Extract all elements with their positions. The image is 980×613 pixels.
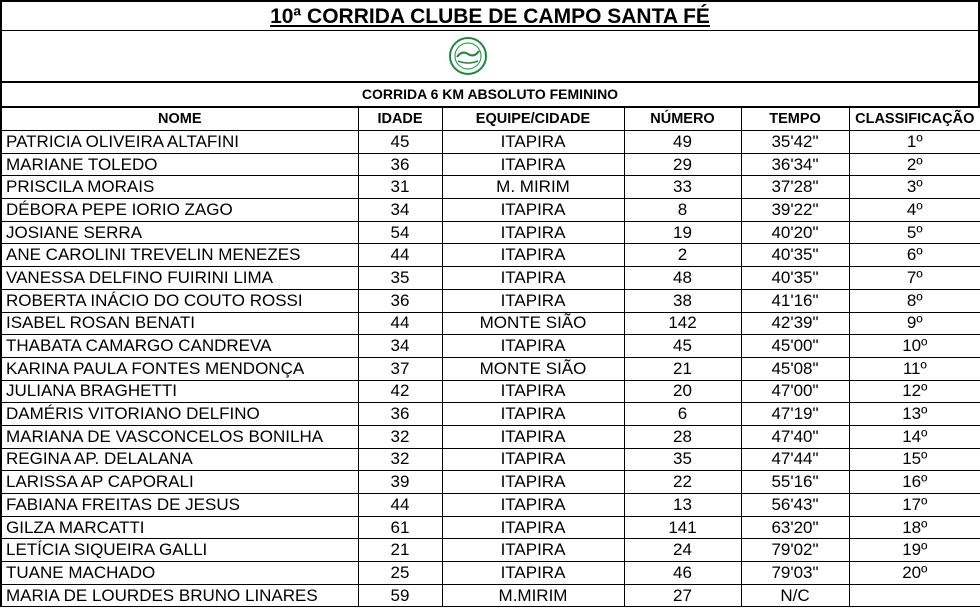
cell-number: 28 (624, 425, 741, 448)
cell-number: 8 (624, 199, 741, 222)
cell-number: 48 (624, 267, 741, 290)
table-row (1, 425, 980, 448)
header-row (1, 108, 980, 131)
cell-age: 36 (358, 153, 442, 176)
table-row (1, 312, 980, 335)
cell-age: 44 (358, 312, 442, 335)
cell-name: PRISCILA MORAIS (1, 176, 358, 199)
table-row (1, 357, 980, 380)
cell-number: 38 (624, 289, 741, 312)
cell-age: 44 (358, 494, 442, 517)
cell-number: 35 (624, 448, 741, 471)
cell-age: 45 (358, 131, 442, 154)
table-row (1, 380, 980, 403)
cell-name: DAMÉRIS VITORIANO DELFINO (1, 403, 358, 426)
cell-name: DÉBORA PEPE IORIO ZAGO (1, 199, 358, 222)
cell-time: 63'20" (741, 516, 849, 539)
cell-time: 40'20" (741, 221, 849, 244)
cell-name: MARIA DE LOURDES BRUNO LINARES (1, 584, 358, 607)
cell-time: 35'42" (741, 131, 849, 154)
santa-fe-club-logo-icon (448, 36, 488, 76)
table-row (1, 584, 980, 607)
cell-team-city: ITAPIRA (442, 244, 624, 267)
cell-name: LETÍCIA SIQUEIRA GALLI (1, 539, 358, 562)
cell-team-city: ITAPIRA (442, 199, 624, 222)
table-row (1, 403, 980, 426)
cell-name: KARINA PAULA FONTES MENDONÇA (1, 357, 358, 380)
cell-age: 31 (358, 176, 442, 199)
subtitle: CORRIDA 6 KM ABSOLUTO FEMININO (0, 83, 980, 107)
cell-team-city: ITAPIRA (442, 516, 624, 539)
cell-name: VANESSA DELFINO FUIRINI LIMA (1, 267, 358, 290)
cell-age: 54 (358, 221, 442, 244)
table-row (1, 448, 980, 471)
cell-age: 39 (358, 471, 442, 494)
cell-number: 46 (624, 562, 741, 585)
cell-ranking: 4º (849, 199, 980, 222)
cell-team-city: ITAPIRA (442, 494, 624, 517)
table-row (1, 471, 980, 494)
column-header-team-city: EQUIPE/CIDADE (442, 108, 624, 131)
column-header-age: IDADE (358, 108, 442, 131)
cell-number: 33 (624, 176, 741, 199)
cell-age: 61 (358, 516, 442, 539)
cell-number: 27 (624, 584, 741, 607)
cell-age: 44 (358, 244, 442, 267)
cell-ranking: 19º (849, 539, 980, 562)
cell-ranking: 11º (849, 357, 980, 380)
cell-time: 47'44" (741, 448, 849, 471)
cell-number: 45 (624, 335, 741, 358)
cell-age: 21 (358, 539, 442, 562)
cell-number: 141 (624, 516, 741, 539)
cell-ranking: 13º (849, 403, 980, 426)
cell-number: 20 (624, 380, 741, 403)
cell-team-city: MONTE SIÃO (442, 312, 624, 335)
cell-age: 36 (358, 403, 442, 426)
cell-team-city: MONTE SIÃO (442, 357, 624, 380)
cell-ranking: 8º (849, 289, 980, 312)
cell-number: 22 (624, 471, 741, 494)
cell-ranking: 5º (849, 221, 980, 244)
cell-time: 41'16" (741, 289, 849, 312)
cell-age: 59 (358, 584, 442, 607)
column-header-number: NÚMERO (624, 108, 741, 131)
cell-age: 36 (358, 289, 442, 312)
cell-team-city: ITAPIRA (442, 131, 624, 154)
table-row (1, 153, 980, 176)
cell-time: 55'16" (741, 471, 849, 494)
table-row (1, 131, 980, 154)
cell-ranking: 12º (849, 380, 980, 403)
cell-time: N/C (741, 584, 849, 607)
cell-age: 34 (358, 335, 442, 358)
cell-ranking: 2º (849, 153, 980, 176)
cell-age: 25 (358, 562, 442, 585)
cell-name: ISABEL ROSAN BENATI (1, 312, 358, 335)
cell-name: LARISSA AP CAPORALI (1, 471, 358, 494)
cell-ranking: 14º (849, 425, 980, 448)
results-table (0, 107, 980, 607)
table-row (1, 267, 980, 290)
cell-team-city: M. MIRIM (442, 176, 624, 199)
table-row (1, 335, 980, 358)
cell-number: 24 (624, 539, 741, 562)
cell-time: 36'34" (741, 153, 849, 176)
cell-age: 34 (358, 199, 442, 222)
cell-ranking: 7º (849, 267, 980, 290)
cell-number: 2 (624, 244, 741, 267)
cell-ranking: 15º (849, 448, 980, 471)
cell-age: 32 (358, 448, 442, 471)
table-row (1, 289, 980, 312)
cell-ranking: 9º (849, 312, 980, 335)
cell-ranking: 16º (849, 471, 980, 494)
cell-age: 37 (358, 357, 442, 380)
table-row (1, 244, 980, 267)
column-header-name: NOME (1, 108, 358, 131)
table-row (1, 562, 980, 585)
cell-time: 45'00" (741, 335, 849, 358)
cell-name: THABATA CAMARGO CANDREVA (1, 335, 358, 358)
cell-name: REGINA AP. DELALANA (1, 448, 358, 471)
cell-ranking (849, 584, 980, 607)
cell-team-city: M.MIRIM (442, 584, 624, 607)
cell-name: FABIANA FREITAS DE JESUS (1, 494, 358, 517)
cell-time: 40'35" (741, 244, 849, 267)
page-title: 10ª CORRIDA CLUBE DE CAMPO SANTA FÉ (270, 5, 710, 28)
table-row (1, 176, 980, 199)
cell-team-city: ITAPIRA (442, 221, 624, 244)
cell-team-city: ITAPIRA (442, 448, 624, 471)
cell-age: 32 (358, 425, 442, 448)
cell-number: 142 (624, 312, 741, 335)
cell-number: 19 (624, 221, 741, 244)
cell-name: JULIANA BRAGHETTI (1, 380, 358, 403)
title-row (0, 0, 980, 31)
cell-team-city: ITAPIRA (442, 539, 624, 562)
cell-time: 79'02" (741, 539, 849, 562)
column-header-ranking: CLASSIFICAÇÃO (849, 108, 980, 131)
cell-name: JOSIANE SERRA (1, 221, 358, 244)
cell-team-city: ITAPIRA (442, 335, 624, 358)
table-row (1, 199, 980, 222)
logo-row (0, 31, 980, 83)
cell-team-city: ITAPIRA (442, 403, 624, 426)
cell-name: ROBERTA INÁCIO DO COUTO ROSSI (1, 289, 358, 312)
table-row (1, 494, 980, 517)
cell-age: 35 (358, 267, 442, 290)
cell-name: PATRICIA OLIVEIRA ALTAFINI (1, 131, 358, 154)
cell-number: 29 (624, 153, 741, 176)
cell-ranking: 6º (849, 244, 980, 267)
cell-time: 37'28" (741, 176, 849, 199)
column-header-time: TEMPO (741, 108, 849, 131)
cell-ranking: 18º (849, 516, 980, 539)
cell-time: 39'22" (741, 199, 849, 222)
cell-time: 56'43" (741, 494, 849, 517)
cell-time: 47'19" (741, 403, 849, 426)
cell-time: 47'40" (741, 425, 849, 448)
cell-time: 42'39" (741, 312, 849, 335)
cell-number: 49 (624, 131, 741, 154)
cell-ranking: 1º (849, 131, 980, 154)
cell-name: TUANE MACHADO (1, 562, 358, 585)
cell-name: MARIANA DE VASCONCELOS BONILHA (1, 425, 358, 448)
cell-team-city: ITAPIRA (442, 380, 624, 403)
cell-age: 42 (358, 380, 442, 403)
cell-name: ANE CAROLINI TREVELIN MENEZES (1, 244, 358, 267)
cell-ranking: 17º (849, 494, 980, 517)
table-row (1, 539, 980, 562)
table-row (1, 221, 980, 244)
table-row (1, 516, 980, 539)
cell-team-city: ITAPIRA (442, 471, 624, 494)
cell-team-city: ITAPIRA (442, 289, 624, 312)
cell-time: 45'08" (741, 357, 849, 380)
cell-ranking: 20º (849, 562, 980, 585)
cell-ranking: 3º (849, 176, 980, 199)
cell-time: 40'35" (741, 267, 849, 290)
cell-number: 21 (624, 357, 741, 380)
cell-number: 13 (624, 494, 741, 517)
cell-team-city: ITAPIRA (442, 562, 624, 585)
cell-team-city: ITAPIRA (442, 267, 624, 290)
cell-time: 79'03" (741, 562, 849, 585)
cell-team-city: ITAPIRA (442, 153, 624, 176)
cell-name: GILZA MARCATTI (1, 516, 358, 539)
cell-ranking: 10º (849, 335, 980, 358)
cell-number: 6 (624, 403, 741, 426)
cell-team-city: ITAPIRA (442, 425, 624, 448)
cell-time: 47'00" (741, 380, 849, 403)
cell-name: MARIANE TOLEDO (1, 153, 358, 176)
